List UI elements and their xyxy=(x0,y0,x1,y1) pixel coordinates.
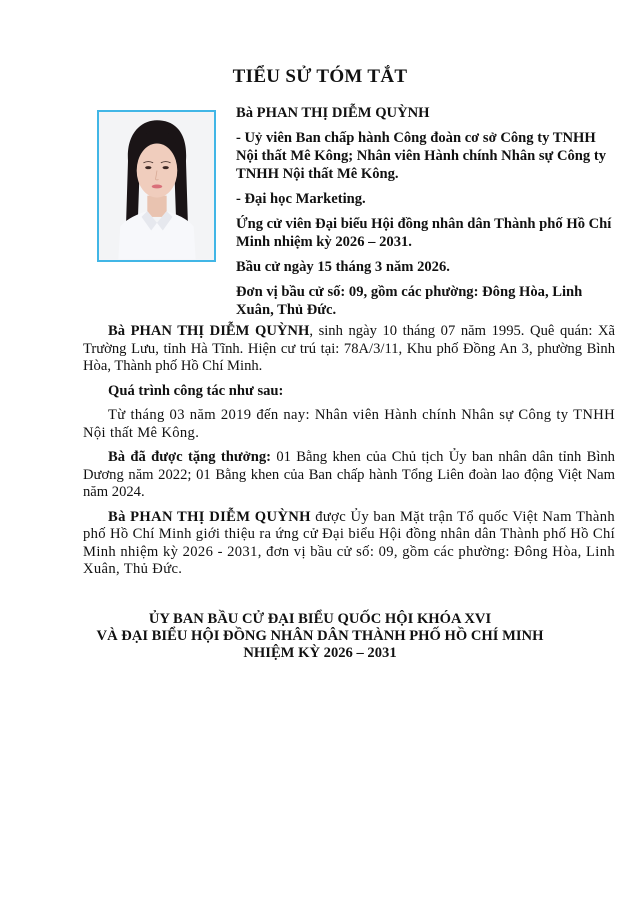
nomination-name: Bà PHAN THỊ DIỄM QUỲNH xyxy=(108,508,311,525)
work-heading xyxy=(83,383,615,401)
nomination-paragraph xyxy=(83,509,615,579)
portrait-image xyxy=(99,112,214,260)
awards-label: Bà đã được tặng thưởng: xyxy=(108,449,271,465)
work-history: Từ tháng 03 năm 2019 đến nay: Nhân viên Hành chính Nhân sự Công ty TNHH Nội thất Mê Kông. xyxy=(83,407,615,441)
constituency: Đơn vị bầu cử số: 09, gồm các phường: Đông Hòa, Linh Xuân, Thủ Đức. xyxy=(236,284,583,318)
candidate-name: Bà PHAN THỊ DIỄM QUỲNH xyxy=(236,105,430,121)
work-heading-text: Quá trình công tác như sau: xyxy=(108,382,284,399)
bio-name: Bà PHAN THỊ DIỄM QUỲNH xyxy=(108,323,310,339)
bio-text: , sinh ngày 10 tháng 07 năm 1995. Quê quán: Xã Trường Lưu, tỉnh Hà Tĩnh. Hiện cư trú tại: 78A/3/11, Khu phố Đồng An 3, phường Bình Hòa, Thành phố Hồ Chí Minh. xyxy=(83,323,615,374)
awards-paragraph xyxy=(83,449,615,502)
candidate-position: - Uỷ viên Ban chấp hành Công đoàn cơ sở Công ty TNHH Nội thất Mê Kông; Nhân viên Hành chính Nhân sự Công ty TNHH Nội thất Mê Kông. xyxy=(236,130,607,182)
biography-body xyxy=(83,323,615,586)
authority-line-2: VÀ ĐẠI BIỂU HỘI ĐỒNG NHÂN DÂN THÀNH PHỐ HỒ CHÍ MINH xyxy=(96,628,544,644)
issuing-authority xyxy=(0,611,640,662)
page-title: TIỂU SỬ TÓM TẮT xyxy=(232,66,408,87)
authority-line-3: NHIỆM KỲ 2026 – 2031 xyxy=(243,645,397,661)
candidacy-statement: Ứng cử viên Đại biểu Hội đồng nhân dân Thành phố Hồ Chí Minh nhiệm kỳ 2026 – 2031. xyxy=(236,216,612,250)
authority-line-1: ỦY BAN BẦU CỬ ĐẠI BIỂU QUỐC HỘI KHÓA XVI xyxy=(148,611,492,627)
candidate-summary xyxy=(236,104,616,326)
nomination-text: được Ủy ban Mặt trận Tổ quốc Việt Nam Thành phố Hồ Chí Minh giới thiệu ra ứng cử Đại biểu Hội đồng nhân dân Thành phố Hồ Chí Minh nhiệm kỳ 2026 - 2031, đơn vị bầu cử số: 09, gồm các phường: Đông Hòa, Linh Xuân, Thủ Đức. xyxy=(83,508,616,577)
candidate-photo xyxy=(97,110,216,262)
bio-paragraph xyxy=(83,323,615,376)
awards-text: 01 Bằng khen của Chủ tịch Ủy ban nhân dân tỉnh Bình Dương năm 2022; 01 Bằng khen của Ban chấp hành Tổng Liên đoàn lao động Việt Nam năm 2024. xyxy=(83,449,615,500)
candidate-education: - Đại học Marketing. xyxy=(236,191,366,207)
election-date: Bầu cử ngày 15 tháng 3 năm 2026. xyxy=(236,259,450,275)
